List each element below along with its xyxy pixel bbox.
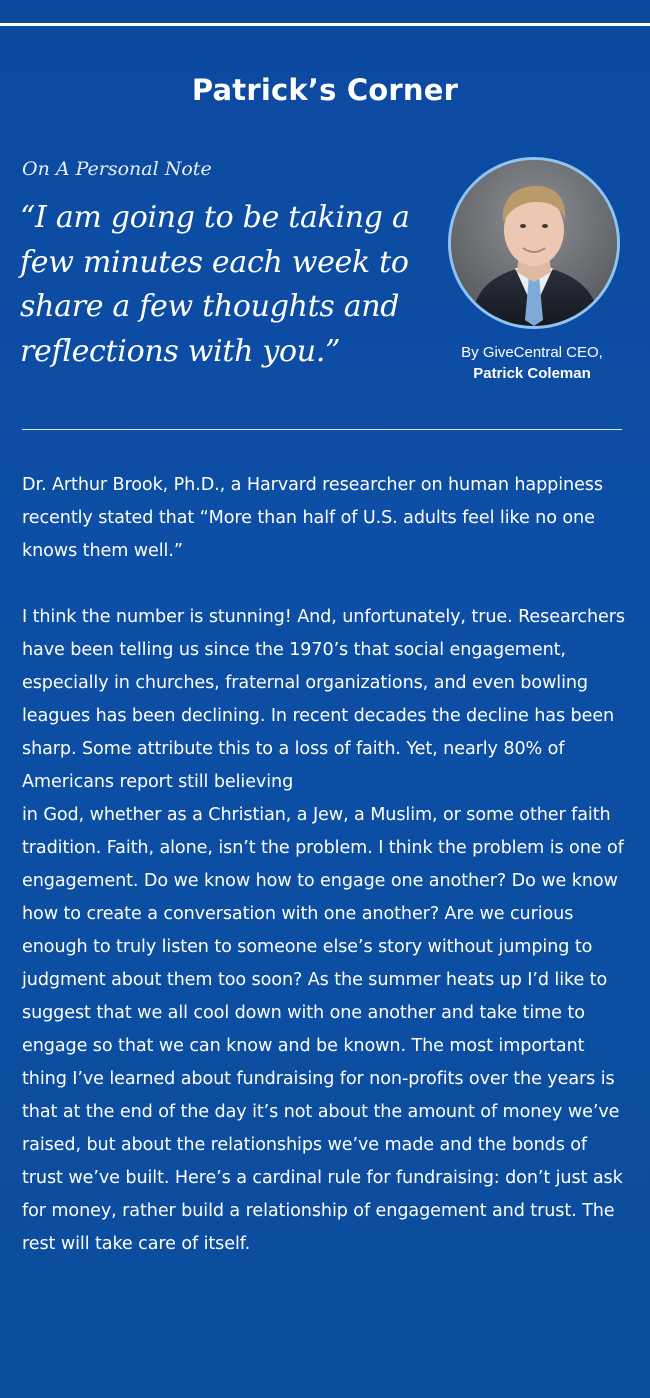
article-body: [22, 469, 626, 1261]
section-divider: [22, 429, 622, 430]
portrait-photo-icon: [451, 160, 617, 326]
author-byline: [440, 342, 624, 384]
pull-quote: “I am going to be taking a few minutes each week to share a few thoughts and reflections with you.”: [20, 200, 410, 369]
top-rule: [0, 23, 650, 26]
author-avatar: [448, 157, 620, 329]
byline-prefix: By GiveCentral CEO,: [461, 344, 603, 361]
article-paragraph: Dr. Arthur Brook, Ph.D., a Harvard researcher on human happiness recently stated that “More than half of U.S. adults feel like no one knows them well.”: [22, 475, 603, 561]
article-paragraph: in God, whether as a Christian, a Jew, a Muslim, or some other faith tradition. Faith, alone, isn’t the problem. I think the problem is one of engagement. Do we know how to engage one another? Do we know how to create a conversation with one another? Are we curious enough to truly listen to someone else’s story without jumping to judgment about them too soon? As the summer heats up I’d like to suggest that we all cool down with one another and take time to engage so that we can know and be known. The most important thing I’ve learned about fundraising for non-profits over the years is that at the end of the day it’s not about the amount of money we’ve raised, but about the relationships we’ve made and the bonds of trust we’ve built. Here’s a cardinal rule for fundraising: don’t just ask for money, rather build a relationship of engagement and trust. The rest will take care of itself.: [22, 805, 624, 1254]
author-name: Patrick Coleman: [473, 365, 591, 382]
article-paragraph: I think the number is stunning! And, unfortunately, true. Researchers have been telling us since the 1970’s that social engagement, especially in churches, fraternal organizations, and even bowling leagues has been declining. In recent decades the decline has been sharp. Some attribute this to a loss of faith. Yet, nearly 80% of Americans report still believing: [22, 607, 625, 792]
page-title: Patrick’s Corner: [191, 73, 459, 107]
section-kicker: On A Personal Note: [22, 158, 212, 180]
